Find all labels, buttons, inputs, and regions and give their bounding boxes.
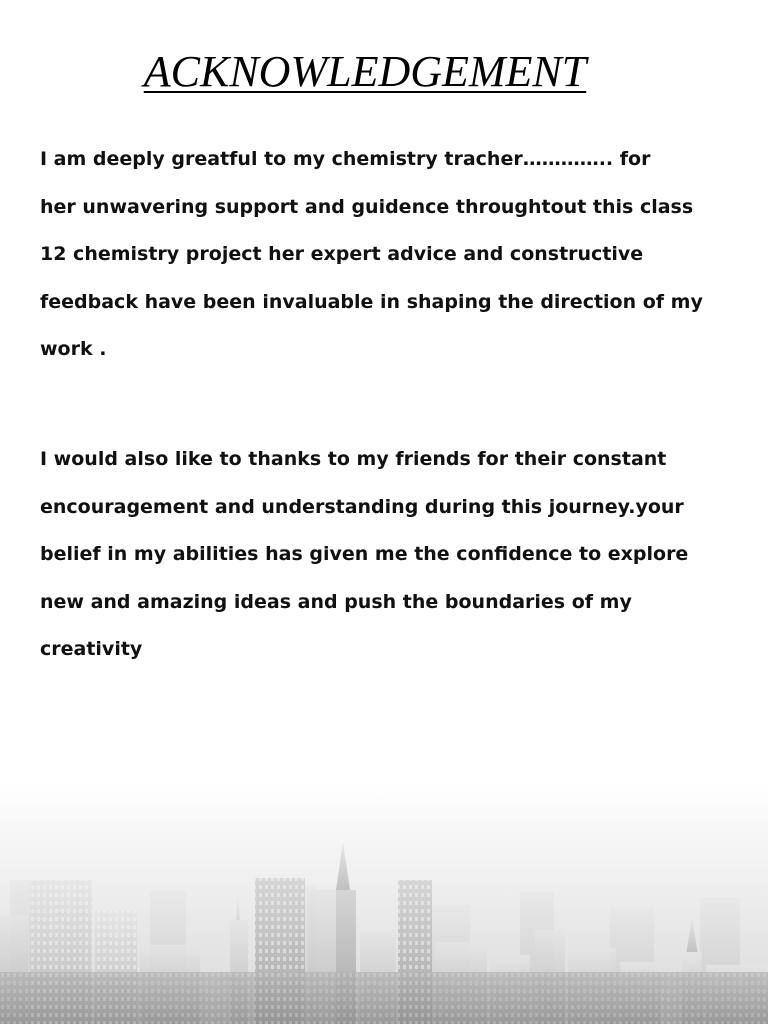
skyline-icon	[0, 780, 768, 1024]
acknowledgement-paragraph-teacher: I am deeply greatful to my chemistry tracher………….. for her unwavering support and guidence throughtout this class 12 chemistry project her expert advice and constructive feedback have been invaluable in shaping the direction of my work .	[40, 148, 703, 360]
acknowledgement-paragraph-friends: I would also like to thanks to my friends for their constant encouragement and understanding during this journey.your belief in my abilities has given me the confidence to explore new and amazing ideas and push the boundaries of my creativity	[40, 448, 689, 660]
city-skyline-graphic	[0, 780, 768, 1024]
page-title: ACKNOWLEDGEMENT	[143, 47, 587, 96]
